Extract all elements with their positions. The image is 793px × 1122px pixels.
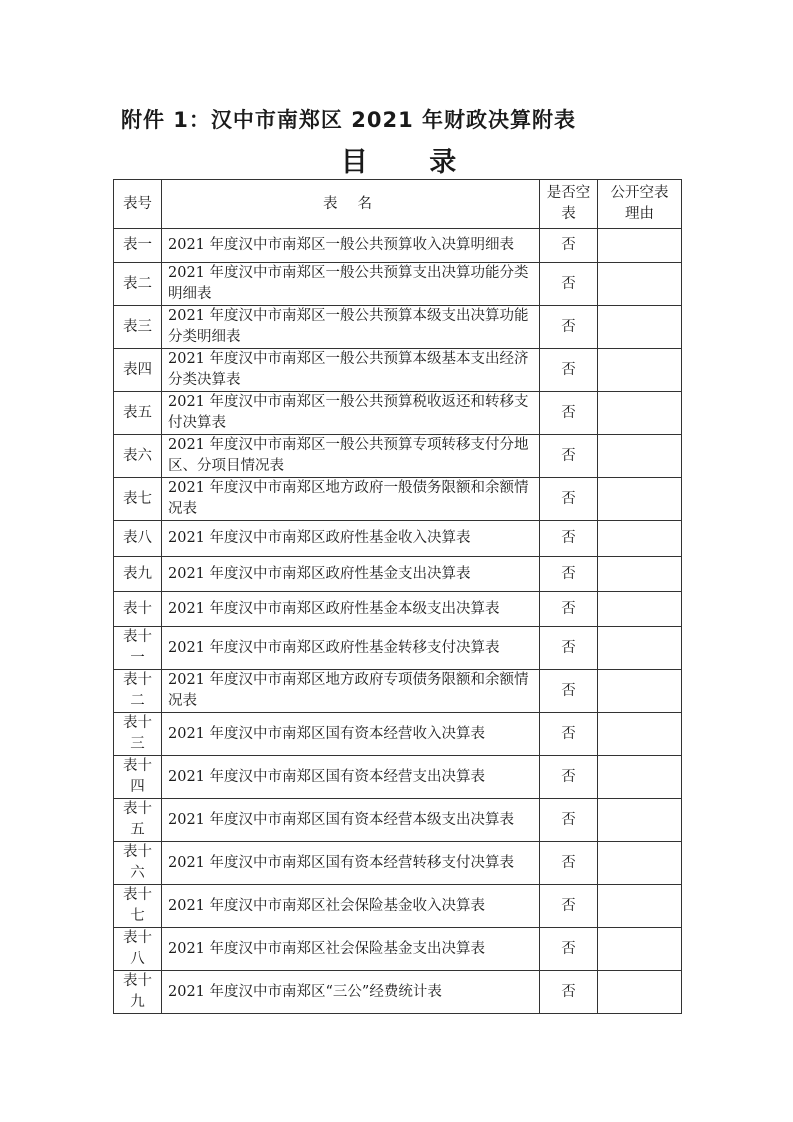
table-row bbox=[114, 756, 682, 799]
empty-reason-cell bbox=[598, 928, 682, 971]
empty-reason-cell bbox=[598, 756, 682, 799]
contents-table bbox=[113, 179, 682, 1014]
table-no-cell: 表十八 bbox=[114, 928, 162, 971]
table-row bbox=[114, 713, 682, 756]
empty-reason-cell bbox=[598, 885, 682, 928]
table-name-cell: 2021 年度汉中市南郑区国有资本经营转移支付决算表 bbox=[162, 842, 540, 885]
table-name-cell: 2021 年度汉中市南郑区政府性基金本级支出决算表 bbox=[162, 592, 540, 627]
table-row bbox=[114, 349, 682, 392]
is-empty-cell: 否 bbox=[540, 971, 598, 1014]
table-no-cell: 表十六 bbox=[114, 842, 162, 885]
table-name-cell: 2021 年度汉中市南郑区一般公共预算收入决算明细表 bbox=[162, 229, 540, 263]
is-empty-cell: 否 bbox=[540, 799, 598, 842]
table-row bbox=[114, 263, 682, 306]
is-empty-cell: 否 bbox=[540, 592, 598, 627]
empty-reason-cell bbox=[598, 349, 682, 392]
table-row bbox=[114, 799, 682, 842]
table-no-cell: 表一 bbox=[114, 229, 162, 263]
table-row bbox=[114, 229, 682, 263]
table-no-cell: 表十七 bbox=[114, 885, 162, 928]
table-row bbox=[114, 928, 682, 971]
is-empty-cell: 否 bbox=[540, 670, 598, 713]
table-name-cell: 2021 年度汉中市南郑区一般公共预算税收返还和转移支付决算表 bbox=[162, 392, 540, 435]
empty-reason-cell bbox=[598, 263, 682, 306]
header-table-name: 表名 bbox=[162, 180, 540, 229]
empty-reason-cell bbox=[598, 306, 682, 349]
table-no-cell: 表四 bbox=[114, 349, 162, 392]
table-no-cell: 表七 bbox=[114, 478, 162, 521]
table-name-cell: 2021 年度汉中市南郑区国有资本经营本级支出决算表 bbox=[162, 799, 540, 842]
table-row bbox=[114, 392, 682, 435]
table-no-cell: 表十四 bbox=[114, 756, 162, 799]
empty-reason-cell bbox=[598, 627, 682, 670]
is-empty-cell: 否 bbox=[540, 842, 598, 885]
table-row bbox=[114, 557, 682, 592]
table-name-cell: 2021 年度汉中市南郑区地方政府一般债务限额和余额情况表 bbox=[162, 478, 540, 521]
table-row bbox=[114, 971, 682, 1014]
table-name-cell: 2021 年度汉中市南郑区一般公共预算支出决算功能分类明细表 bbox=[162, 263, 540, 306]
empty-reason-cell bbox=[598, 799, 682, 842]
table-row bbox=[114, 306, 682, 349]
table-name-cell: 2021 年度汉中市南郑区政府性基金转移支付决算表 bbox=[162, 627, 540, 670]
table-no-cell: 表三 bbox=[114, 306, 162, 349]
empty-reason-cell bbox=[598, 557, 682, 592]
is-empty-cell: 否 bbox=[540, 263, 598, 306]
is-empty-cell: 否 bbox=[540, 557, 598, 592]
table-row bbox=[114, 885, 682, 928]
table-row bbox=[114, 478, 682, 521]
table-name-cell: 2021 年度汉中市南郑区一般公共预算专项转移支付分地区、分项目情况表 bbox=[162, 435, 540, 478]
is-empty-cell: 否 bbox=[540, 478, 598, 521]
header-empty-reason: 公开空表理由 bbox=[598, 180, 682, 229]
table-no-cell: 表六 bbox=[114, 435, 162, 478]
table-row bbox=[114, 521, 682, 557]
table-name-cell: 2021 年度汉中市南郑区一般公共预算本级支出决算功能分类明细表 bbox=[162, 306, 540, 349]
table-row bbox=[114, 627, 682, 670]
empty-reason-cell bbox=[598, 392, 682, 435]
table-name-cell: 2021 年度汉中市南郑区一般公共预算本级基本支出经济分类决算表 bbox=[162, 349, 540, 392]
is-empty-cell: 否 bbox=[540, 392, 598, 435]
table-name-cell: 2021 年度汉中市南郑区政府性基金收入决算表 bbox=[162, 521, 540, 557]
empty-reason-cell bbox=[598, 521, 682, 557]
is-empty-cell: 否 bbox=[540, 521, 598, 557]
empty-reason-cell bbox=[598, 670, 682, 713]
empty-reason-cell bbox=[598, 435, 682, 478]
is-empty-cell: 否 bbox=[540, 435, 598, 478]
empty-reason-cell bbox=[598, 713, 682, 756]
header-table-no: 表号 bbox=[114, 180, 162, 229]
table-no-cell: 表十二 bbox=[114, 670, 162, 713]
is-empty-cell: 否 bbox=[540, 885, 598, 928]
is-empty-cell: 否 bbox=[540, 349, 598, 392]
empty-reason-cell bbox=[598, 971, 682, 1014]
table-no-cell: 表九 bbox=[114, 557, 162, 592]
table-header-row bbox=[114, 180, 682, 229]
table-row bbox=[114, 842, 682, 885]
table-row bbox=[114, 435, 682, 478]
header-is-empty: 是否空表 bbox=[540, 180, 598, 229]
empty-reason-cell bbox=[598, 229, 682, 263]
is-empty-cell: 否 bbox=[540, 306, 598, 349]
is-empty-cell: 否 bbox=[540, 928, 598, 971]
table-no-cell: 表五 bbox=[114, 392, 162, 435]
is-empty-cell: 否 bbox=[540, 627, 598, 670]
is-empty-cell: 否 bbox=[540, 229, 598, 263]
table-no-cell: 表八 bbox=[114, 521, 162, 557]
table-name-cell: 2021 年度汉中市南郑区社会保险基金收入决算表 bbox=[162, 885, 540, 928]
table-no-cell: 表十一 bbox=[114, 627, 162, 670]
table-name-cell: 2021 年度汉中市南郑区国有资本经营收入决算表 bbox=[162, 713, 540, 756]
table-name-cell: 2021 年度汉中市南郑区“三公”经费统计表 bbox=[162, 971, 540, 1014]
attachment-heading: 附件 1：汉中市南郑区 2021 年财政决算附表 bbox=[121, 108, 576, 132]
table-name-cell: 2021 年度汉中市南郑区国有资本经营支出决算表 bbox=[162, 756, 540, 799]
table-name-cell: 2021 年度汉中市南郑区地方政府专项债务限额和余额情况表 bbox=[162, 670, 540, 713]
table-row bbox=[114, 670, 682, 713]
table-no-cell: 表十九 bbox=[114, 971, 162, 1014]
table-no-cell: 表二 bbox=[114, 263, 162, 306]
is-empty-cell: 否 bbox=[540, 756, 598, 799]
table-name-cell: 2021 年度汉中市南郑区社会保险基金支出决算表 bbox=[162, 928, 540, 971]
is-empty-cell: 否 bbox=[540, 713, 598, 756]
table-no-cell: 表十 bbox=[114, 592, 162, 627]
empty-reason-cell bbox=[598, 592, 682, 627]
table-no-cell: 表十五 bbox=[114, 799, 162, 842]
table-no-cell: 表十三 bbox=[114, 713, 162, 756]
empty-reason-cell bbox=[598, 842, 682, 885]
table-row bbox=[114, 592, 682, 627]
empty-reason-cell bbox=[598, 478, 682, 521]
page-title: 目 录 bbox=[340, 147, 483, 178]
table-name-cell: 2021 年度汉中市南郑区政府性基金支出决算表 bbox=[162, 557, 540, 592]
